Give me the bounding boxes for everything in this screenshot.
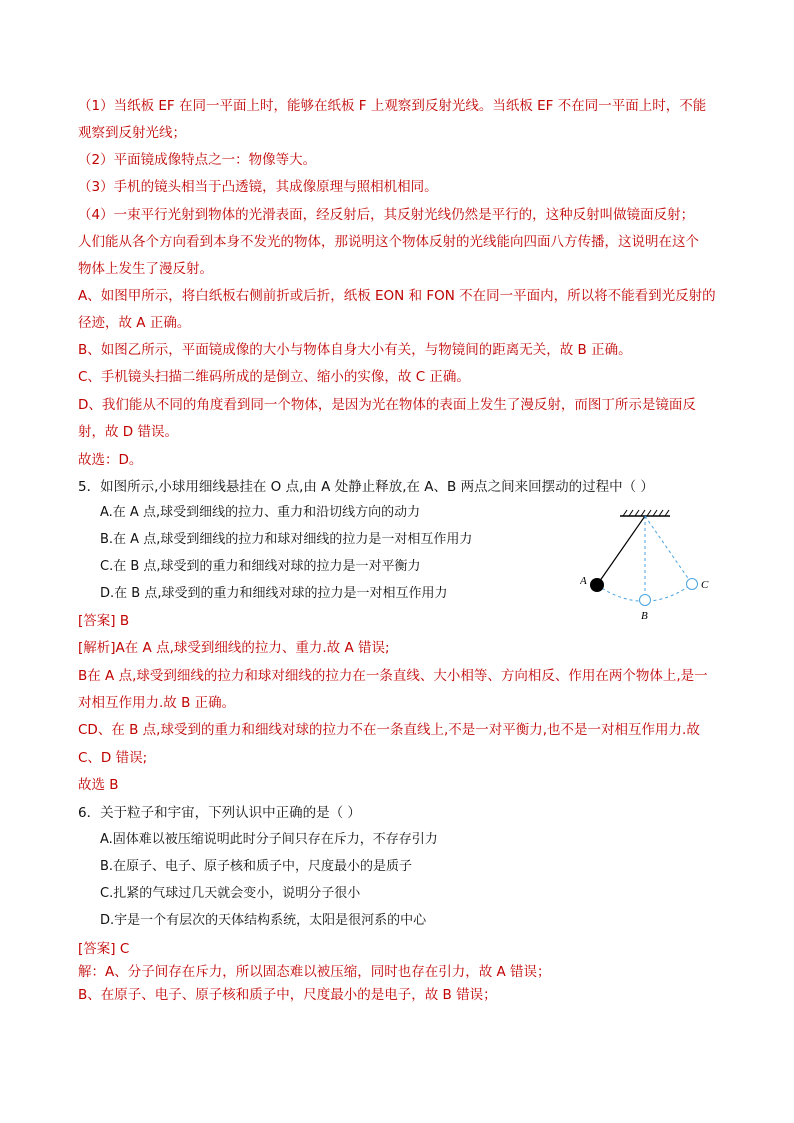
solution-line: （1）当纸板 EF 在同一平面上时，能够在纸板 F 上观察到反射光线。当纸板 EF 不在同一平面上时，不能 — [78, 98, 707, 114]
solution-answer: 故选：D。 — [78, 452, 143, 468]
thread-c-dashed — [645, 516, 692, 584]
solution-line: （2）平面镜成像特点之一：物像等大。 — [78, 152, 317, 168]
explanation-6-line: 解：A、分子间存在斥力，所以固态难以被压缩，同时也存在引力，故 A 错误； — [78, 964, 551, 980]
question-5-option-b: B.在 A 点,球受到细线的拉力和球对细线的拉力是一对相互作用力 — [100, 532, 473, 547]
solution-line: （3）手机的镜头相当于凸透镜，其成像原理与照相机相同。 — [78, 179, 438, 195]
explanation-5-answer: 故选 B — [78, 777, 119, 793]
solution-line: B、如图乙所示，平面镜成像的大小与物体自身大小有关，与物镜间的距离无关，故 B 正确。 — [78, 342, 632, 358]
question-6-option-b: B.在原子、电子、原子核和质子中，尺度最小的是质子 — [100, 859, 413, 874]
question-6: 6．关于粒子和宇宙，下列认识中正确的是（ ） — [78, 805, 361, 821]
solution-line: C、手机镜头扫描二维码所成的是倒立、缩小的实像，故 C 正确。 — [78, 369, 470, 385]
question-5: 5．如图所示,小球用细线悬挂在 O 点,由 A 处静止释放,在 A、B 两点之间来回摆动的过程中（ ） — [78, 479, 654, 495]
explanation-5-line: 对相互作用力.故 B 正确。 — [78, 695, 236, 711]
ceiling-support — [620, 510, 670, 516]
label-c: C — [701, 579, 709, 591]
question-6-option-c: C.扎紧的气球过几天就会变小，说明分子很小 — [100, 886, 361, 901]
solution-line: 射，故 D 错误。 — [78, 424, 178, 440]
question-6-option-d: D.宇是一个有层次的天体结构系统，太阳是很河系的中心 — [100, 913, 427, 928]
question-5-option-d: D.在 B 点,球受到的重力和细线对球的拉力是一对相互作用力 — [100, 586, 448, 601]
solution-line: （4）一束平行光射到物体的光滑表面，经反射后，其反射光线仍然是平行的，这种反射叫做镜面反射； — [78, 207, 695, 223]
solution-line: A、如图甲所示，将白纸板右侧前折或后折，纸板 EON 和 FON 不在同一平面内，所以将不能看到光反射的 — [78, 288, 716, 304]
solution-line: 观察到反射光线； — [78, 125, 186, 141]
answer-5: [答案] B — [78, 613, 130, 629]
label-b: B — [641, 610, 648, 622]
solution-line: 物体上发生了漫反射。 — [78, 261, 213, 277]
solution-line: 人们能从各个方向看到本身不发光的物体，那说明这个物体反射的光线能向四面八方传播，这说明在这个 — [78, 234, 699, 250]
explanation-6-line: B、在原子、电子、原子核和质子中，尺度最小的是电子，故 B 错误； — [78, 987, 497, 1003]
explanation-5-line: B在 A 点,球受到细线的拉力和球对细线的拉力在一条直线、大小相等、方向相反、作用在两个物体上,是一 — [78, 668, 708, 684]
question-6-option-a: A.固体难以被压缩说明此时分子间只存在斥力，不存存引力 — [100, 832, 438, 847]
solution-line: 径迹，故 A 正确。 — [78, 315, 191, 331]
question-5-option-a: A.在 A 点,球受到细线的拉力、重力和沿切线方向的动力 — [100, 505, 421, 520]
explanation-5-line: CD、在 B 点,球受到的重力和细线对球的拉力不在一条直线上,不是一对平衡力,也不是一对相互作用力.故 — [78, 722, 700, 738]
solution-line: D、我们能从不同的角度看到同一个物体，是因为光在物体的表面上发生了漫反射，而图丁所示是镜面反 — [78, 397, 696, 413]
answer-6: [答案] C — [78, 941, 130, 957]
ball-c — [687, 579, 698, 590]
explanation-5-line: C、D 错误; — [78, 750, 148, 766]
pendulum-figure — [580, 508, 720, 623]
question-5-option-c: C.在 B 点,球受到的重力和细线对球的拉力是一对平衡力 — [100, 559, 421, 574]
explanation-5-line: [解析]A在 A 点,球受到细线的拉力、重力.故 A 错误; — [78, 640, 390, 656]
ball-a — [590, 578, 604, 592]
ball-b — [640, 595, 651, 606]
label-a: A — [580, 575, 587, 587]
thread-a — [597, 516, 645, 585]
